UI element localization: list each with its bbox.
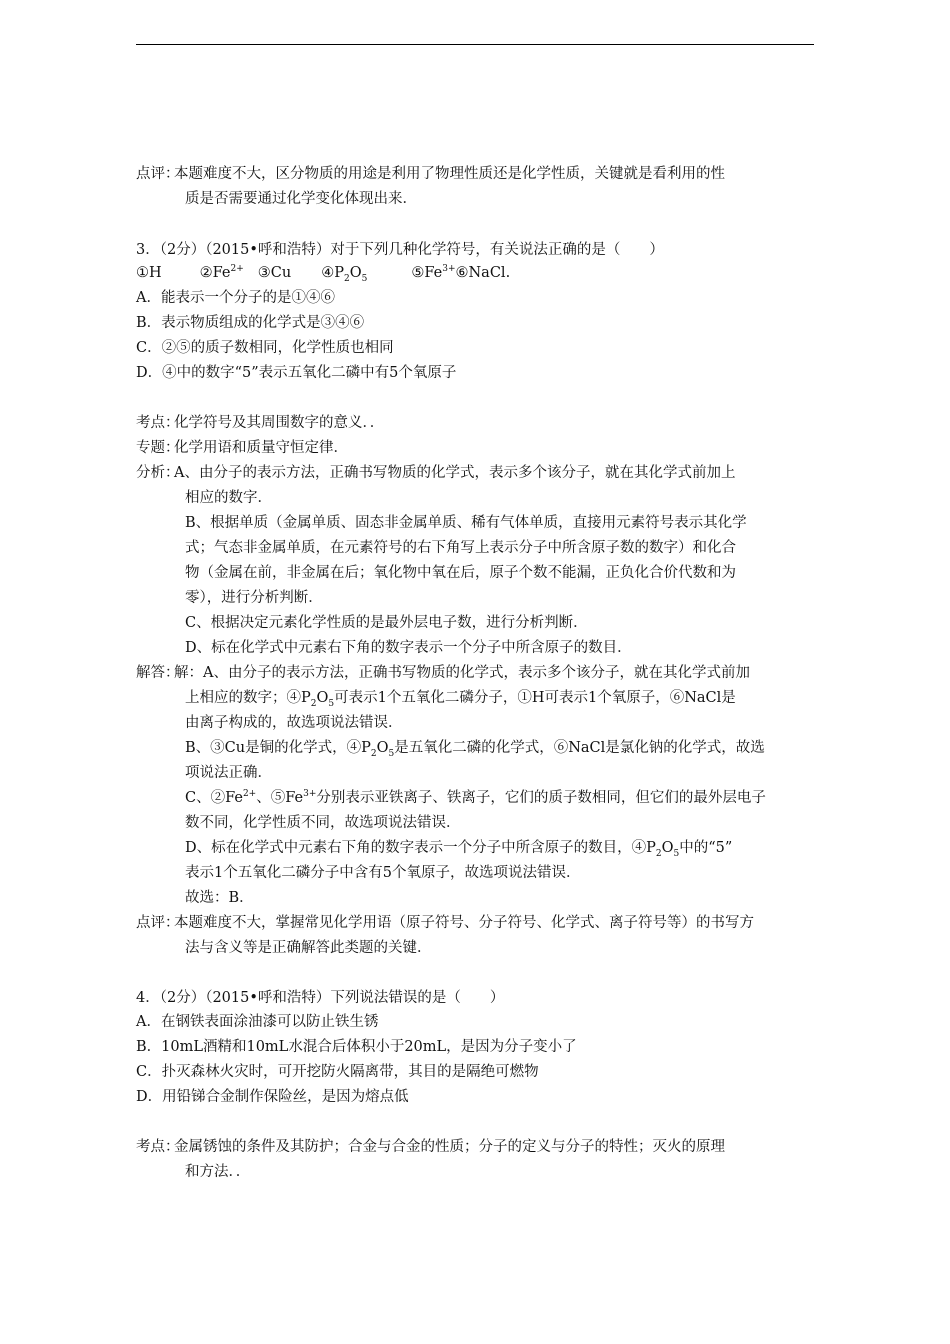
q3-jieda-line-8: D、标在化学式中元素右下角的数字表示一个分子中所含原子的数目，$④P_2O_5$中的“5” — [185, 840, 733, 859]
q3-kaodian: 考点：化学符号及其周围数字的意义．． — [136, 415, 385, 431]
review-1-line-1: 点评：本题难度不大，区分物质的用途是利用了物理性质还是化学性质，关键就是看利用的性 — [136, 166, 725, 182]
q3-jieda-line-9: 表示1个五氧化二磷分子中含有5个氧原子，故选项说法错误． — [185, 865, 581, 881]
q3-fenxi-line-1: 分析：A、由分子的表示方法，正确书写物质的化学式，表示多个该分子，就在其化学式前加上 — [136, 465, 736, 481]
q3-answer: 故选：B． — [185, 890, 254, 906]
q3-jieda-line-4: B、③Cu是铜的化学式，$④P_2O_5$是五氧化二磷的化学式，⑥NaCl是氯化钠的化学式，故选 — [185, 740, 765, 759]
q3-zhuanti: 专题：化学用语和质量守恒定律． — [136, 440, 348, 456]
q3-fenxi-line-7: C、根据决定元素化学性质的是最外层电子数，进行分析判断． — [185, 615, 588, 631]
q4-option-d: D．用铅锑合金制作保险丝，是因为熔点低 — [136, 1089, 409, 1105]
q3-option-d: D．④中的数字“5”表示五氧化二磷中有5个氧原子 — [136, 365, 457, 381]
q3-jieda-line-6: C、$②Fe^{2+}$、$⑤Fe^{3+}$分别表示亚铁离子、铁离子，它们的质子数相同，但它们的最外层电子 — [185, 789, 766, 806]
q3-option-b: B．表示物质组成的化学式是③④⑥ — [136, 315, 365, 331]
q3-fenxi-line-8: D、标在化学式中元素右下角的数字表示一个分子中所含原子的数目． — [185, 640, 632, 656]
q4-stem: 4．（2分）（2015•呼和浩特）下列说法错误的是（ ） — [136, 990, 505, 1006]
q3-symbols: ①H $②Fe^{2+}$ ③Cu $④P_2O_5$ $⑤Fe^{3+}⑥NaCl$. — [136, 264, 511, 284]
q3-fenxi-line-2: 相应的数字． — [185, 490, 272, 506]
q3-fenxi-line-3: B、根据单质（金属单质、固态非金属单质、稀有气体单质，直接用元素符号表示其化学 — [185, 515, 747, 531]
review-label: 点评： — [136, 166, 180, 182]
q4-kaodian-line-1: 考点：金属锈蚀的条件及其防护；合金与合金的性质；分子的定义与分子的特性；灭火的原理 — [136, 1139, 725, 1155]
q3-jieda-line-2: 上相应的数字；$④P_2O_5$可表示1个五氧化二磷分子，①H可表示1个氧原子，⑥NaCl是 — [185, 690, 736, 709]
q3-jieda-line-1: 解答：解：A、由分子的表示方法，正确书写物质的化学式，表示多个该分子，就在其化学式前加 — [136, 665, 750, 681]
q3-jieda-line-5: 项说法正确． — [185, 765, 272, 781]
q4-option-a: A．在钢铁表面涂油漆可以防止铁生锈 — [136, 1014, 379, 1030]
q4-option-c: C．扑灭森林火灾时，可开挖防火隔离带，其目的是隔绝可燃物 — [136, 1064, 539, 1080]
q3-jieda-line-3: 由离子构成的，故选项说法错误． — [185, 715, 403, 731]
q3-fenxi-line-6: 零），进行分析判断． — [185, 590, 323, 606]
q3-option-a: A．能表示一个分子的是①④⑥ — [136, 290, 335, 306]
q4-kaodian-line-2: 和方法．． — [185, 1164, 251, 1180]
q3-option-c: C．②⑤的质子数相同，化学性质也相同 — [136, 340, 394, 356]
q4-option-b: B．10mL酒精和10mL水混合后体积小于20mL，是因为分子变小了 — [136, 1039, 577, 1055]
q3-fenxi-line-4: 式；气态非金属单质，在元素符号的右下角写上表示分子中所含原子数的数字）和化合 — [185, 540, 736, 556]
q3-fenxi-line-5: 物（金属在前，非金属在后；氧化物中氧在后，原子个数不能漏，正负化合价代数和为 — [185, 565, 736, 581]
q3-review-line-1: 点评：本题难度不大，掌握常见化学用语（原子符号、分子符号、化学式、离子符号等）的书写方 — [136, 915, 754, 931]
q3-jieda-line-7: 数不同，化学性质不同，故选项说法错误． — [185, 815, 461, 831]
review-1-line-2: 质是否需要通过化学变化体现出来． — [185, 191, 417, 207]
q3-review-line-2: 法与含义等是正确解答此类题的关键． — [185, 940, 432, 956]
q3-stem: 3．（2分）（2015•呼和浩特）对于下列几种化学符号，有关说法正确的是（ ） — [136, 242, 664, 258]
header-rule — [136, 44, 814, 45]
